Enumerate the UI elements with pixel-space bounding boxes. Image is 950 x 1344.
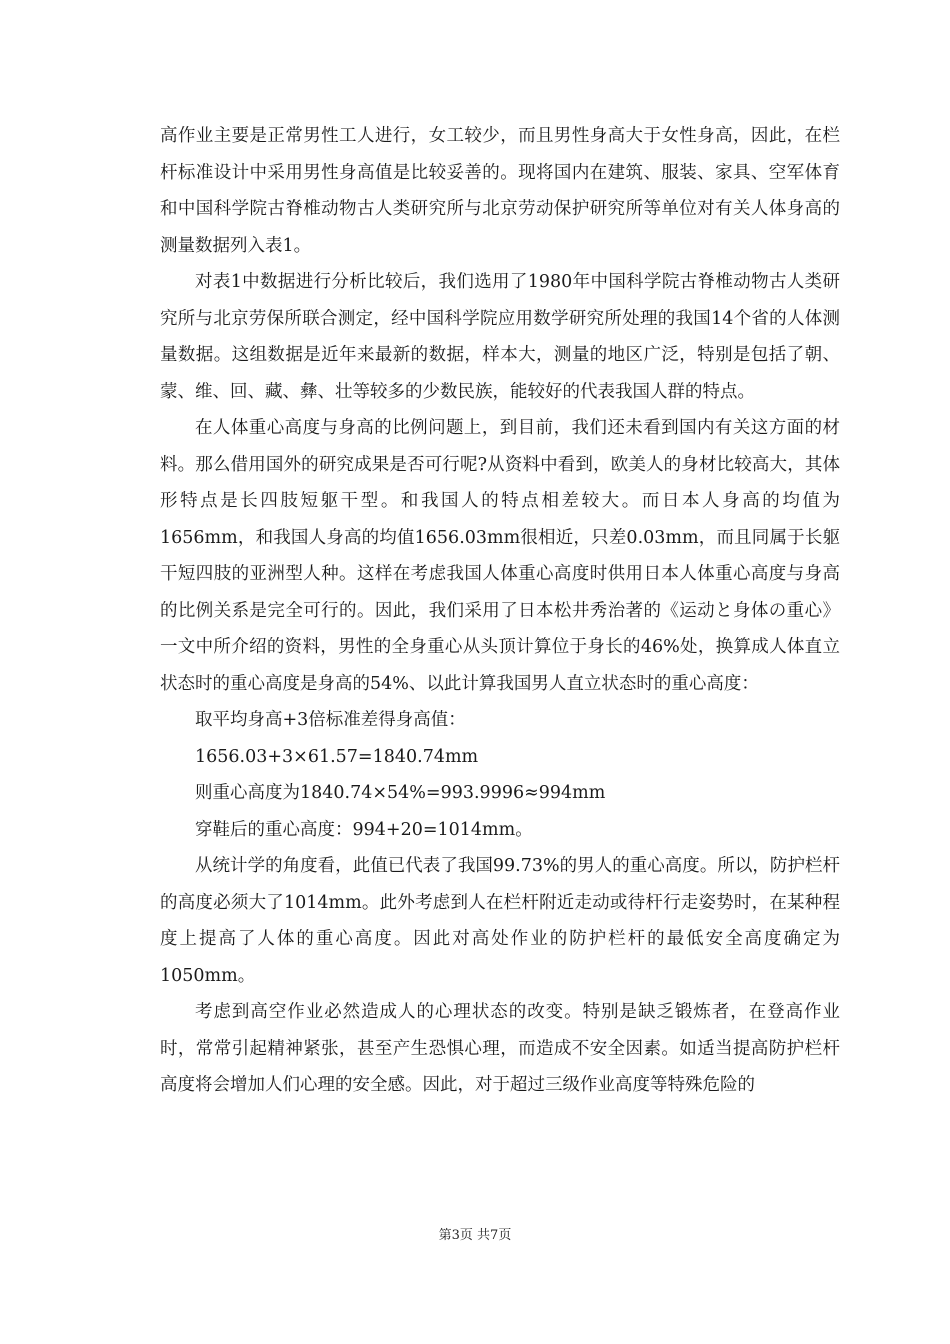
paragraph-statistics: 从统计学的角度看，此值已代表了我国99.73%的男人的重心高度。所以，防护栏杆的高度必须大了1014mm。此外考虑到人在栏杆附近走动或待杆行走姿势时，在某种程度上提高了人体的重心高度。因此对高处作业的防护栏杆的最低安全高度确定为1050mm。	[160, 856, 840, 986]
equation-line-3: 则重心高度为1840.74×54%=993.9996≈994mm	[195, 783, 606, 803]
paragraph-psychology: 考虑到高空作业必然造成人的心理状态的改变。特别是缺乏锻炼者，在登高作业时，常常引起精神紧张，甚至产生恐惧心理，而造成不安全因素。如适当提高防护栏杆高度将会增加人们心理的安全感。因此，对于超过三级作业高度等特殊危险的	[160, 1002, 840, 1095]
page-footer: 第3页 共7页	[438, 1228, 512, 1243]
equation-line-4: 穿鞋后的重心高度：994+20=1014mm。	[195, 819, 533, 840]
paragraph-data-selection: 对表1中数据进行分析比较后，我们选用了1980年中国科学院古脊椎动物古人类研究所与北京劳保所联合测定，经中国科学院应用数学研究所处理的我国14个省的人体测量数据。这组数据是近年来最新的数据，样本大，测量的地区广泛，特别是包括了朝、蒙、维、回、藏、彝、壮等较多的少数民族，能较好的代表我国人群的特点。	[160, 272, 840, 402]
paragraph-center-of-gravity: 在人体重心高度与身高的比例问题上，到目前，我们还未看到国内有关这方面的材料。那么借用国外的研究成果是否可行呢?从资料中看到，欧美人的身材比较高大，其体形特点是长四肢短躯干型。和我国人的特点相差较大。而日本人身高的均值为1656mm，和我国人身高的均值1656.03mm很相近，只差0.03mm，而且同属于长躯干短四肢的亚洲型人种。这样在考虑我国人体重心高度时供用日本人体重心高度与身高的比例关系是完全可行的。因此，我们采用了日本松井秀治著的《运动と身体の重心》一文中所介绍的资料，男性的全身重心从头顶计算位于身长的46%处，换算成人体直立状态时的重心高度是身高的54%、以此计算我国男人直立状态时的重心高度：	[160, 418, 840, 694]
paragraph-height-basis: 高作业主要是正常男性工人进行，女工较少，而且男性身高大于女性身高，因此，在栏杆标准设计中采用男性身高值是比较妥善的。现将国内在建筑、服装、家具、空军体育和中国科学院古脊椎动物古人类研究所与北京劳动保护研究所等单位对有关人体身高的测量数据列入表1。	[160, 126, 840, 256]
equation-line-2: 1656.03+3×61.57=1840.74mm	[195, 746, 479, 767]
document-body	[160, 118, 840, 1104]
equation-line-1: 取平均身高+3倍标准差得身高值：	[195, 710, 466, 730]
